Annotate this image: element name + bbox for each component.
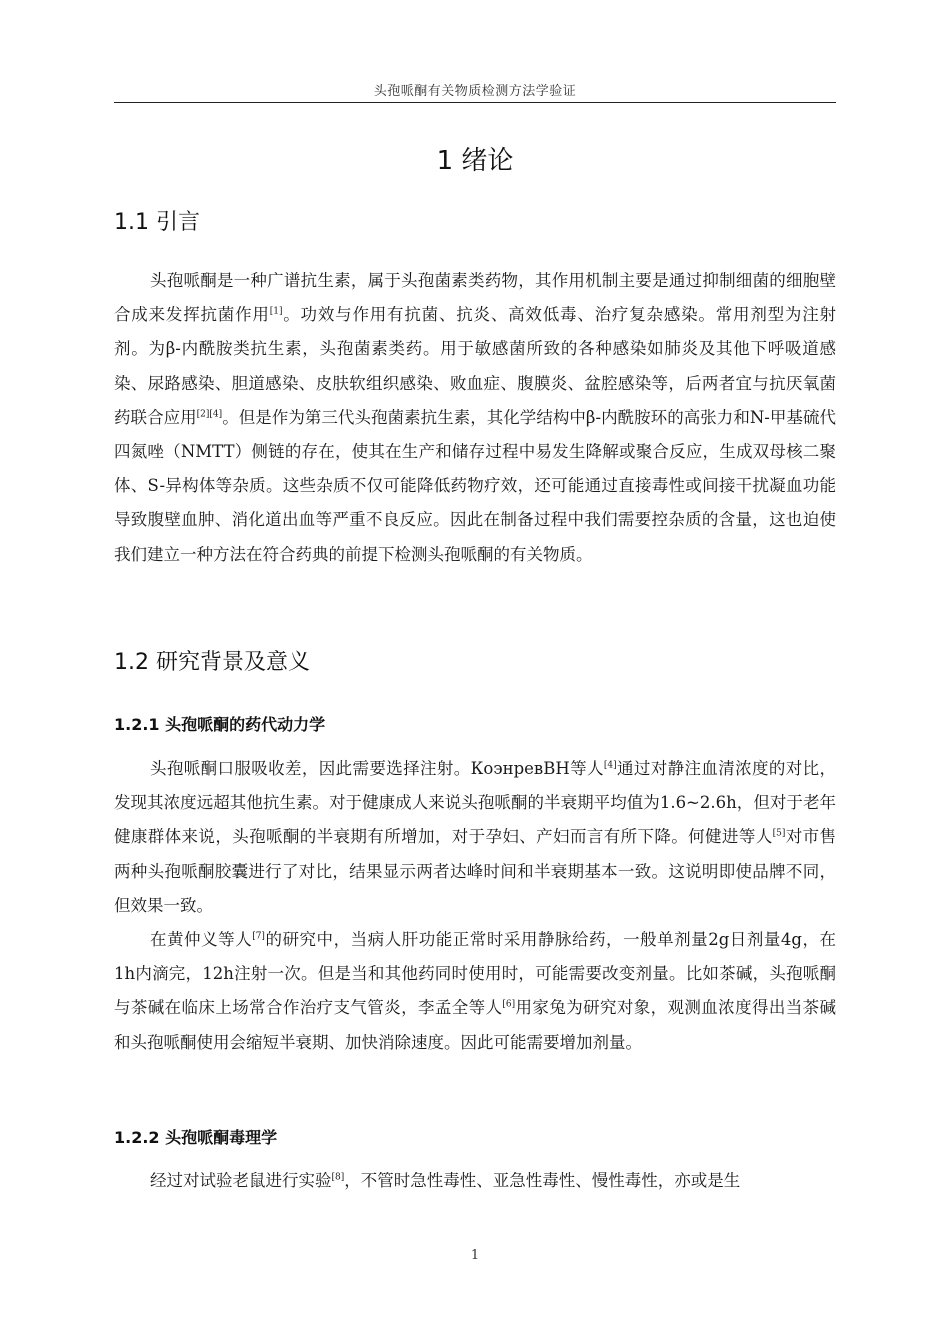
chapter-title: 1 绪论 bbox=[436, 146, 514, 176]
subsection-title-toxicology: 1.2.2 头孢哌酮毒理学 bbox=[114, 1128, 278, 1147]
paragraph-toxicology bbox=[114, 1164, 836, 1198]
text-run: 。但是作为第三代头孢菌素抗生素，其化学结构中β-内酰胺环的高张力和N-甲基硫代四氮唑（NMTT）侧链的存在，使其在生产和储存过程中易发生降解或聚合反应，生成双母核二聚体、S-异构体等杂质。这些杂质不仅可能降低药物疗效，还可能通过直接毒性或间接干扰凝血功能导致腹壁血肿、消化道出血等严重不良反应。因此在制备过程中我们需要控杂质的含量，这也迫使我们建立一种方法在符合药典的前提下检测头孢哌酮的有关物质。 bbox=[114, 407, 836, 564]
text-run: 对市售两种头孢哌酮胶囊进行了对比，结果显示两者达峰时间和半衰期基本一致。这说明即使品牌不同，但效果一致。 bbox=[114, 827, 837, 915]
citation: [2][4] bbox=[196, 409, 223, 420]
text-run: 用家兔为研究对象，观测血浓度得出当茶碱和头孢哌酮使用会缩短半衰期、加快消除速度。因此可能需要增加剂量。 bbox=[114, 998, 837, 1052]
citation: [1] bbox=[269, 306, 283, 317]
paragraph-pharmacokinetics-2 bbox=[114, 923, 836, 1060]
page-number: 1 bbox=[470, 1248, 480, 1263]
text-run: 头孢哌酮口服吸收差，因此需要选择注射。КоэнревВН等人 bbox=[150, 759, 604, 778]
subsection-title-pharmacokinetics: 1.2.1 头孢哌酮的药代动力学 bbox=[114, 715, 326, 734]
paragraph-pharmacokinetics-1 bbox=[114, 752, 836, 923]
text-run: ，不管时急性毒性、亚急性毒性、慢性毒性，亦或是生 bbox=[344, 1171, 741, 1190]
header-rule bbox=[114, 102, 836, 103]
citation: [4] bbox=[603, 760, 617, 771]
paragraph-intro bbox=[114, 264, 836, 572]
text-run: 经过对试验老鼠进行实验 bbox=[150, 1171, 332, 1190]
section-title-background: 1.2 研究背景及意义 bbox=[114, 650, 310, 675]
text-run: 。功效与作用有抗菌、抗炎、高效低毒、治疗复杂感染。常用剂型为注射剂。为β-内酰胺类抗生素，头孢菌素类药。用于敏感菌所致的各种感染如肺炎及其他下呼吸道感染、尿路感染、胆道感染、皮肤软组织感染、败血症、腹膜炎、盆腔感染等，后两者宜与抗厌氧菌药联合应用 bbox=[114, 305, 837, 427]
running-header: 头孢哌酮有关物质检测方法学验证 bbox=[373, 84, 577, 99]
text-run: 通过对静注血清浓度的对比，发现其浓度远超其他抗生素。对于健康成人来说头孢哌酮的半衰期平均值为1.6~2.6h，但对于老年健康群体来说，头孢哌酮的半衰期有所增加，对于孕妇、产妇而言有所下降。何健进等人 bbox=[114, 759, 837, 847]
text-run: 在黄仲义等人 bbox=[150, 930, 253, 949]
section-title-intro: 1.1 引言 bbox=[114, 210, 200, 235]
citation: [7] bbox=[252, 931, 265, 942]
citation: [8] bbox=[331, 1172, 345, 1183]
text-run: 头孢哌酮是一种广谱抗生素，属于头孢菌素类药物，其作用机制主要是通过抑制细菌的细胞壁合成来发挥抗菌作用 bbox=[114, 271, 836, 325]
citation: [5] bbox=[772, 828, 786, 839]
text-run: 的研究中，当病人肝功能正常时采用静脉给药，一般单剂量2g日剂量4g，在1h内滴完，12h注射一次。但是当和其他药同时使用时，可能需要改变剂量。比如茶碱，头孢哌酮与茶碱在临床上场常合作治疗支气管炎，李孟全等人 bbox=[114, 930, 837, 1018]
citation: [6] bbox=[502, 999, 516, 1010]
